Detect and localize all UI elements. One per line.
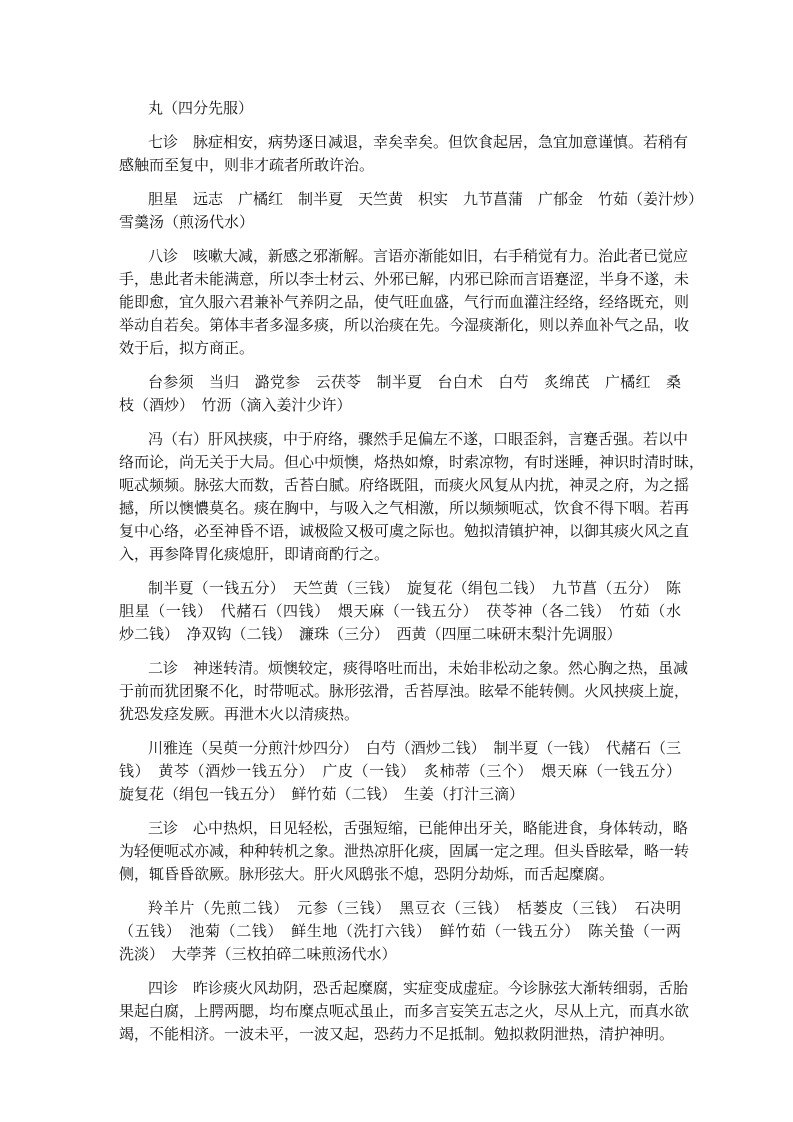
paragraph (119, 657, 690, 726)
text-line: 胆星 远志 广橘红 制半夏 天竺黄 枳实 九节菖蒲 广郁金 竹茹（姜汁炒） (148, 190, 704, 208)
paragraph (119, 817, 690, 886)
text-line: 效于后，拟方商正。 (119, 339, 255, 357)
paragraph (119, 131, 689, 177)
paragraph (119, 188, 704, 234)
paragraph (119, 897, 681, 966)
text-line: 枝（酒炒） 竹沥（滴入姜汁少许） (119, 396, 352, 414)
paragraph (119, 977, 690, 1046)
text-line: 洗淡） 大荸荠（三枚拍碎二味煎汤代水） (119, 945, 397, 963)
text-line: 炒二钱） 净双钩（二钱） 濂珠（三分） 西黄（四厘二味研末梨汁先调服） (119, 625, 622, 643)
text-line: 于前而犹团聚不化，时带呃忒。脉形弦滑，舌苔厚浊。眩晕不能转侧。火风挟痰上旋， (119, 682, 690, 700)
text-line: 台参须 当归 潞党参 云茯苓 制半夏 台白术 白芍 炙绵芪 广橘红 桑 (148, 373, 681, 391)
text-line: 雪羹汤（煎汤代水） (119, 213, 255, 231)
text-line: 竭，不能相济。一波未平，一波又起，恐药力不足抵制。勉拟救阴泄热，清护神明。 (119, 1025, 675, 1043)
text-line: 犹恐发痉发厥。再泄木火以清痰热。 (119, 705, 360, 723)
text-line: 丸（四分先服） (148, 99, 254, 117)
text-line: 为轻便呃忒亦减，种种转机之象。泄热凉肝化痰，固属一定之理。但头昏眩晕，略一转 (119, 842, 690, 860)
paragraph (119, 577, 681, 646)
text-line: 撼，所以懊憹莫名。痰在胸中，与吸入之气相激，所以频频呃忒，饮食不得下咽。若再 (119, 499, 690, 517)
text-line: 川雅连（吴萸一分煎汁炒四分） 白芍（酒炒二钱） 制半夏（一钱） 代赭石（三 (148, 739, 681, 757)
paragraph (119, 737, 681, 806)
text-line: 胆星（一钱） 代赭石（四钱） 煨天麻（一钱五分） 茯苓神（各二钱） 竹茹（水 (119, 602, 681, 620)
document-page (119, 97, 705, 1057)
text-line: 制半夏（一钱五分） 天竺黄（三钱） 旋复花（绢包二钱） 九节菖（五分） 陈 (148, 579, 681, 597)
paragraph (119, 97, 681, 120)
text-line: 果起白腐，上腭两腮，均布糜点呃忒虽止，而多言妄笑五志之火，尽从上亢，而真水欲 (119, 1002, 690, 1020)
text-line: 侧，辄昏昏欲厥。脉形弦大。肝火风鸱张不熄，恐阴分劫烁，而舌起糜腐。 (119, 865, 615, 883)
text-line: （五钱） 池菊（二钱） 鲜生地（洗打六钱） 鲜竹茹（一钱五分） 陈关蛰（一两 (119, 922, 681, 940)
text-line: 八诊 咳嗽大减，新感之邪渐解。言语亦渐能如旧，右手稍觉有力。治此者已觉应 (148, 247, 689, 265)
text-line: 四诊 昨诊痰火风劫阴，恐舌起糜腐，实症变成虚症。今诊脉弦大渐转细弱，舌胎 (148, 979, 689, 997)
text-line: 羚羊片（先煎二钱） 元参（三钱） 黑豆衣（三钱） 栝蒌皮（三钱） 石决明 (148, 899, 681, 917)
text-line: 冯（右）肝风挟痰，中于府络，骤然手足偏左不遂，口眼歪斜，言蹇舌强。若以中 (148, 430, 689, 448)
text-line: 举动自若矣。第体丰者多湿多痰，所以治痰在先。今湿痰渐化，则以养血补气之品，收 (119, 316, 690, 334)
text-line: 复中心络，必至神昏不语，诚极险又极可虞之际也。勉拟清镇护神，以御其痰火风之直 (119, 522, 690, 540)
paragraph (119, 371, 681, 417)
text-line: 感触而至复中，则非才疏者所敢许治。 (119, 156, 375, 174)
paragraph (119, 428, 705, 566)
text-line: 七诊 脉症相安，病势逐日减退，幸矣幸矣。但饮食起居，急宜加意谨慎。若稍有 (148, 133, 689, 151)
text-line: 络而论，尚无关于大局。但心中烦懊，烙热如燎，时索凉物，有时迷睡，神识时清时昧， (119, 453, 705, 471)
text-line: 旋复花（绢包一钱五分） 鲜竹茹（二钱） 生姜（打汁三滴） (119, 785, 525, 803)
text-line: 二诊 神迷转清。烦懊较定，痰得咯吐而出，未始非松动之象。然心胸之热，虽减 (148, 659, 689, 677)
text-line: 三诊 心中热炽，日见轻松，舌强短缩，已能伸出牙关，略能进食，身体转动，略 (148, 819, 689, 837)
paragraph (119, 245, 690, 360)
text-line: 手，患此者未能满意，所以李士材云、外邪已解，内邪已除而言语蹇涩，半身不遂，未 (119, 270, 690, 288)
text-line: 入，再参降胃化痰熄肝，即请商酌行之。 (119, 545, 390, 563)
text-line: 呃忒频频。脉弦大而数，舌苔白腻。府络既阻，而痰火风复从内扰，神灵之府，为之摇 (119, 476, 690, 494)
text-line: 能即愈，宜久服六君兼补气养阴之品，使气旺血盛，气行而血灌注经络，经络既充，则 (119, 293, 690, 311)
text-line: 钱） 黄芩（酒炒一钱五分） 广皮（一钱） 炙柿蒂（三个） 煨天麻（一钱五分） (119, 762, 681, 780)
